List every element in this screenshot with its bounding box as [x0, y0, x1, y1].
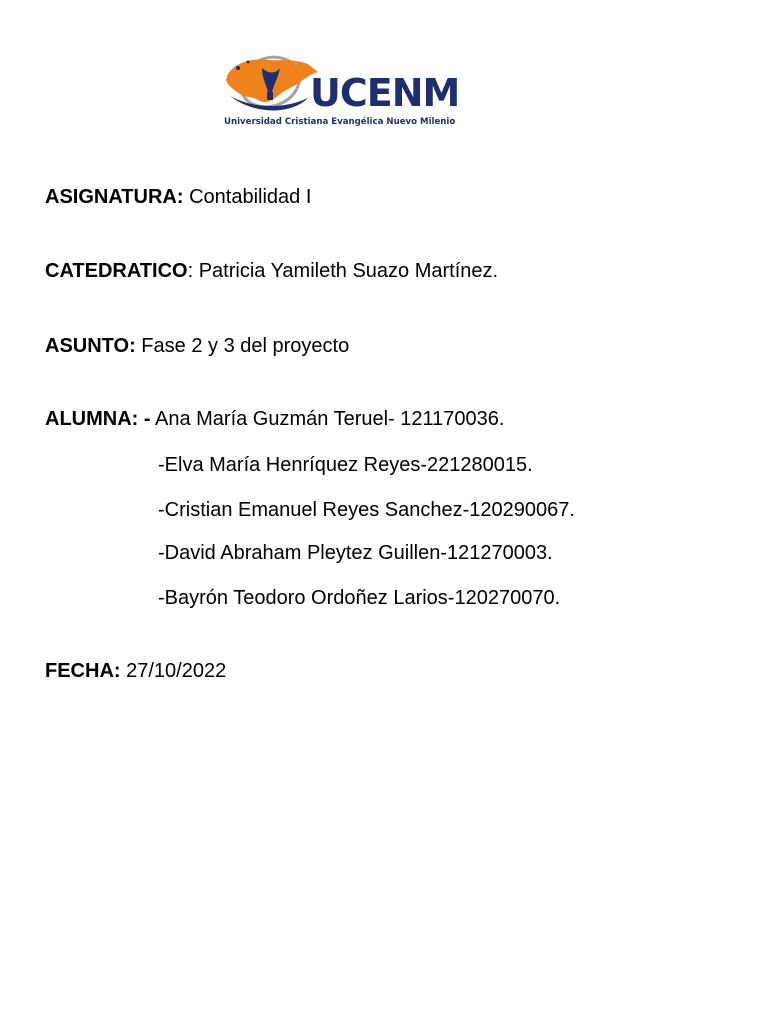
logo-tagline: Universidad Cristiana Evangélica Nuevo Milenio	[224, 117, 456, 127]
fecha-value: 27/10/2022	[120, 660, 227, 682]
alumna-value: Ana María Guzmán Teruel- 121170036.	[150, 408, 505, 430]
logo-wordmark: UCENM	[310, 71, 460, 115]
member-line: -Bayrón Teodoro Ordoñez Larios-120270070.	[158, 587, 561, 609]
asunto-line	[45, 334, 349, 358]
asignatura-line	[45, 185, 311, 209]
alumna-line	[45, 407, 504, 431]
catedratico-label: CATEDRATICO	[45, 260, 188, 282]
member-line: -David Abraham Pleytez Guillen-121270003.	[158, 542, 553, 564]
member-line: -Elva María Henríquez Reyes-221280015.	[158, 454, 533, 476]
asignatura-value: Contabilidad I	[183, 186, 312, 208]
member-line: -Cristian Emanuel Reyes Sanchez-120290067.	[158, 499, 575, 521]
alumna-label: ALUMNA: -	[45, 408, 151, 430]
fecha-label: FECHA:	[45, 660, 121, 682]
fecha-line	[45, 659, 226, 683]
ucenm-logo	[222, 48, 478, 132]
asignatura-label: ASIGNATURA:	[45, 186, 184, 208]
asunto-label: ASUNTO:	[45, 335, 136, 357]
asunto-value: Fase 2 y 3 del proyecto	[135, 335, 350, 357]
catedratico-line	[45, 259, 498, 283]
catedratico-value: : Patricia Yamileth Suazo Martínez.	[187, 260, 499, 282]
